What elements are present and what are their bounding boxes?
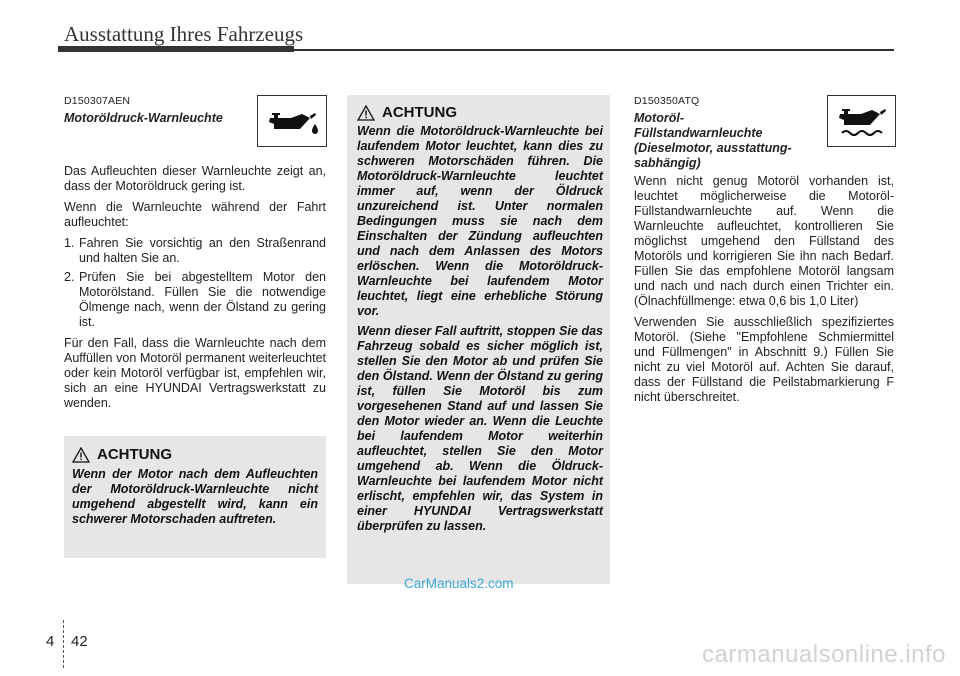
oil-level-icon [827,95,896,147]
warning-box-col1 [64,436,326,558]
list-item [64,270,326,330]
paragraph: Wenn die Warnleuchte während der Fahrt aufleuchtet: [64,200,326,229]
list-text: Prüfen Sie bei abgestelltem Motor den Motorölstand. Füllen Sie die notwendige Ölmenge nach, wenn der Ölstand zu gering ist. [79,270,326,329]
paragraph: Wenn die Motoröldruck-Warnleuchte bei laufendem Motor leuchtet, kann dies zu schweren Motorschäden führen. Die Motoröldruck-Warnleuchte leuchtet immer auf, wenn der Öldruck unzureichend ist. Unter normalen Bedingungen muss sie nach dem Einschalten der Zündung aufleuchten und nach dem Anlassen des Motors erlöschen. Wenn die Motoröldruck-Warnleuchte bei laufendem Motor leuchtet, liegt eine erhebliche Störung vor. [357,124,603,318]
paragraph: Wenn dieser Fall auftritt, stoppen Sie das Fahrzeug sobald es sicher möglich ist, stellen Sie den Motor ab und prüfen Sie den Ölstand. Wenn der Ölstand zu gering ist, füllen Sie Motoröl bis zum vorgesehenen Stand auf und lassen Sie den Motor wieder an. Wenn die Leuchte bei laufendem Motor weiterhin aufleuchtet, stellen Sie den Motor umgehend ab. Wenn die Öldruck-Warnleuchte bei laufendem Motor nicht erlischt, empfehlen wir, das System in einer HYUNDAI Vertragswerkstatt überprüfen zu lassen. [357,324,603,533]
paragraph: Das Aufleuchten dieser Warnleuchte zeigt an, dass der Motoröldruck gering ist. [64,164,326,193]
warning-heading [357,104,603,121]
section-code: D150350ATQ [634,95,700,107]
chapter-number: 4 [46,633,55,650]
section-heading: Motoröl-Füllstandwarnleuchte (Dieselmotor, ausstattung-sabhängig) [634,111,792,170]
warning-heading [72,446,318,463]
list-number: 1. [64,236,75,250]
page-header-title: Ausstattung Ihres Fahrzeugs [64,22,304,46]
warning-title: ACHTUNG [382,104,457,121]
page-number: 42 [71,633,88,650]
footer-site-watermark: carmanualsonline.info [702,641,946,668]
col1-body [64,164,326,417]
warning-text [357,124,603,534]
paragraph: Wenn nicht genug Motoröl vorhanden ist, leuchtet möglicherweise die Motoröl-Füllstandwarnleuchte auf. Wenn die Warnleuchte aufleuchtet, kontrollieren Sie möglichst umgehend den Füllstand des Motoröls und korrigieren Sie ihn nach Bedarf. Füllen Sie das empfohlene Motoröl langsam und nach und nach durch einen Trichter ein. (Ölnachfüllmenge: etwa 0,6 bis 1,0 Liter) [634,174,894,308]
header-rule [58,49,894,51]
section-code: D150307AEN [64,95,131,107]
warning-title: ACHTUNG [97,446,172,463]
list-item [64,236,326,266]
warning-triangle-icon [72,447,90,463]
page-divider [63,620,64,668]
oil-pressure-icon [257,95,327,147]
section-heading: Motoröldruck-Warnleuchte [64,111,223,125]
list-text: Fahren Sie vorsichtig an den Straßenrand und halten Sie an. [79,236,326,265]
warning-text: Wenn der Motor nach dem Aufleuchten der Motoröldruck-Warnleuchte nicht umgehend abgestellt wird, kann ein schwerer Motorschaden auftreten. [72,467,318,526]
paragraph: Für den Fall, dass die Warnleuchte nach dem Auffüllen von Motoröl permanent weiterleuchtet oder kein Motoröl verfügbar ist, empfehlen wir, sich an eine HYUNDAI Vertragswerkstatt zu wenden. [64,336,326,410]
col3-body [634,174,894,411]
section-oil-level [634,95,799,171]
watermark-link[interactable]: CarManuals2.com [404,576,514,591]
list-number: 2. [64,270,75,284]
warning-box-col2 [347,95,610,584]
paragraph: Verwenden Sie ausschließlich spezifiziertes Motoröl. (Siehe "Empfohlene Schmiermittel und Füllmengen" in Abschnitt 9.) Füllen Sie nicht zu viel Motoröl auf. Achten Sie darauf, dass der Füllstand die Peilstabmarkierung F nicht überschreitet. [634,315,894,404]
steps-list [64,236,326,330]
warning-triangle-icon [357,105,375,121]
